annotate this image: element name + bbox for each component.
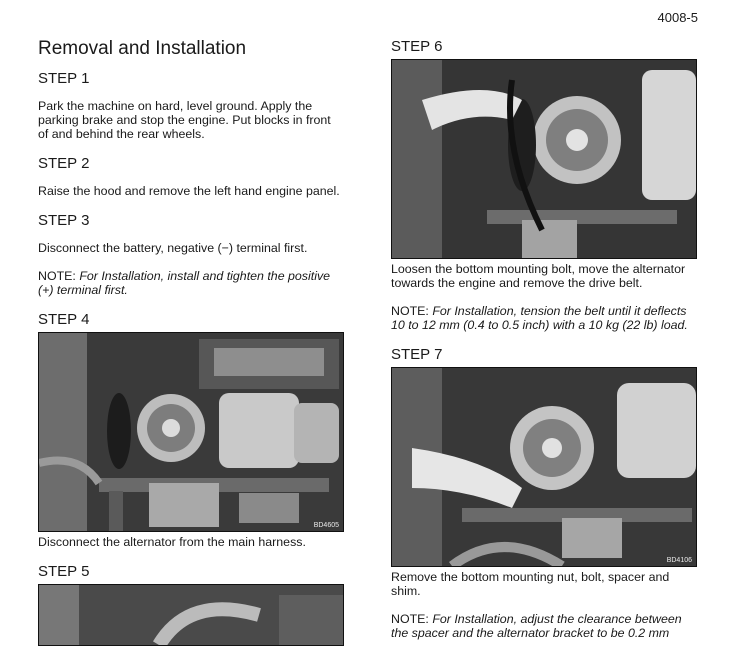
step6-note-label: NOTE: [391,304,429,318]
step7-photo [391,367,697,567]
left-column [38,38,344,646]
step7-caption: Remove the bottom mounting nut, bolt, spacer and shim. [391,570,670,598]
step6-heading: STEP 6 [391,38,443,55]
step7-note-text: For Installation, adjust the clearance between the spacer and the alternator bracket to be 0.2 mm [391,612,682,640]
step4-heading: STEP 4 [38,311,90,328]
step5-photo [38,584,344,646]
step2-text: Raise the hood and remove the left hand engine panel. [38,184,340,198]
step7-note-label: NOTE: [391,612,429,626]
step6-photo [391,59,697,259]
step6-note-text: For Installation, tension the belt until it deflects 10 to 12 mm (0.4 to 0.5 inch) with a 10 kg (22 lb) load. [391,304,688,332]
step6-caption: Loosen the bottom mounting bolt, move the alternator towards the engine and remove the drive belt. [391,262,686,290]
step3-note [38,269,344,297]
step7-engine-illustration [392,368,696,566]
step3-text: Disconnect the battery, negative (−) terminal first. [38,241,308,255]
step5-engine-illustration [39,585,343,645]
right-column [391,38,697,654]
step7-note [391,612,697,640]
step2-heading: STEP 2 [38,155,90,172]
step5-heading: STEP 5 [38,563,90,580]
step6-note [391,304,697,332]
step4-engine-illustration [39,333,343,531]
step6-engine-illustration [392,60,696,258]
step7-photo-id: BD4106 [666,557,692,564]
step4-photo [38,332,344,532]
step4-caption: Disconnect the alternator from the main harness. [38,535,306,549]
step3-note-text: For Installation, install and tighten the positive (+) terminal first. [38,269,331,297]
step1-heading: STEP 1 [38,70,90,87]
step3-note-label: NOTE: [38,269,76,283]
step1-text: Park the machine on hard, level ground. Apply the parking brake and stop the engine. Put blocks in front of and behind the rear wheels. [38,99,331,141]
step3-heading: STEP 3 [38,212,90,229]
step4-photo-id: BD4605 [313,522,339,529]
section-title: Removal and Installation [38,38,247,59]
step7-heading: STEP 7 [391,346,443,363]
page-number: 4008-5 [657,10,698,25]
